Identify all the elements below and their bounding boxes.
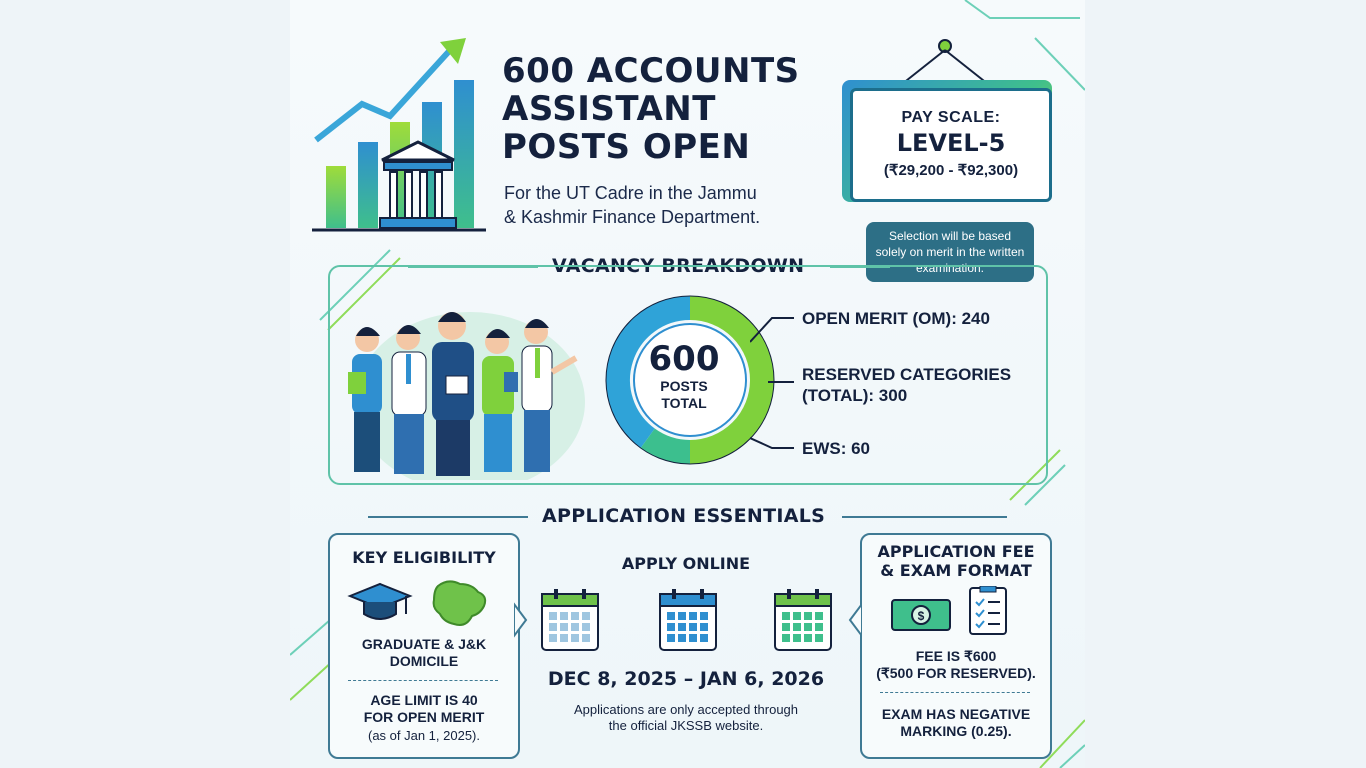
legend-ews: EWS: 60 [802,439,871,458]
svg-text:$: $ [917,609,925,623]
legend-open-merit: OPEN MERIT (OM): 240 [802,309,990,328]
pay-scale-level: LEVEL-5 [896,129,1006,157]
donut-center-label [624,340,744,412]
total-posts-number: 600 [648,339,720,379]
graduation-and-map-icons [346,578,506,630]
essentials-title-rule-left [368,516,528,518]
headline-line-2: ASSISTANT [502,89,716,129]
total-posts-label-2: TOTAL [661,395,707,411]
headline-line-3: POSTS OPEN [502,127,751,167]
fee-divider [880,692,1030,693]
pay-scale-range: (₹29,200 - ₹92,300) [883,162,1019,179]
apply-note [536,702,836,734]
headline-line-1: 600 ACCOUNTS [502,51,800,91]
apply-title: APPLY ONLINE [621,554,751,573]
legend-reserved-line-1: RESERVED CATEGORIES [802,365,1012,384]
apply-note-line-2: the official JKSSB website. [608,718,764,733]
calendar-icon [660,589,716,650]
subheadline-line-2: & Kashmir Finance Department. [504,207,761,227]
total-posts-label-1: POSTS [660,378,708,394]
eligibility-card-pointer [514,600,528,640]
infographic-poster [290,0,1085,768]
jk-map-icon [434,581,486,625]
staff-group-illustration [340,292,590,480]
legend-reserved-line-2: (TOTAL): 300 [802,386,908,405]
fee-amount-line-2: (₹500 FOR RESERVED). [876,665,1036,681]
calendar-icon [542,589,598,650]
selection-note: Selection will be based solely on merit in the written examination. [866,222,1034,282]
fee-amount-line-1: FEE IS ₹600 [915,648,997,664]
exam-format-line-2: MARKING (0.25). [900,723,1012,739]
checklist-icon [970,588,1006,634]
calendar-icons [540,588,840,654]
eligibility-qualification [328,636,520,670]
fee-card-pointer [848,600,862,640]
apply-dates: DEC 8, 2025 – JAN 6, 2026 [547,668,825,690]
pay-scale-label: PAY SCALE: [901,109,1001,126]
legend-leader-lines [750,300,810,470]
fee-and-exam-icons [888,586,1018,638]
subheadline-line-1: For the UT Cadre in the Jammu [504,183,757,203]
eligibility-age [328,692,520,726]
pay-scale-sign [850,88,1052,202]
fee-amount [860,648,1052,682]
eligibility-title: KEY ELIGIBILITY [352,548,496,567]
eligibility-qualification-line-1: GRADUATE & J&K [361,636,487,652]
vacancy-title: VACANCY BREAKDOWN [552,255,805,277]
legend-reserved [802,364,1011,406]
calendar-icon [775,589,831,650]
essentials-title: APPLICATION ESSENTIALS [542,505,826,527]
fee-title [860,542,1052,580]
exam-format-line-1: EXAM HAS NEGATIVE [881,706,1031,722]
eligibility-divider [348,680,498,681]
fee-title-line-1: APPLICATION FEE [877,542,1035,561]
eligibility-age-line-2: FOR OPEN MERIT [363,709,485,725]
eligibility-age-note: (as of Jan 1, 2025). [367,728,480,743]
eligibility-qualification-line-2: DOMICILE [389,653,459,669]
apply-note-line-1: Applications are only accepted through [573,702,799,717]
donut-slice-ews [648,438,690,452]
exam-format [860,706,1052,740]
growth-chart-bank-illustration [312,34,490,234]
eligibility-age-line-1: AGE LIMIT IS 40 [370,692,478,708]
fee-title-line-2: & EXAM FORMAT [880,561,1032,580]
headline [502,52,842,166]
subheadline [504,181,824,229]
essentials-title-rule-right [842,516,1007,518]
